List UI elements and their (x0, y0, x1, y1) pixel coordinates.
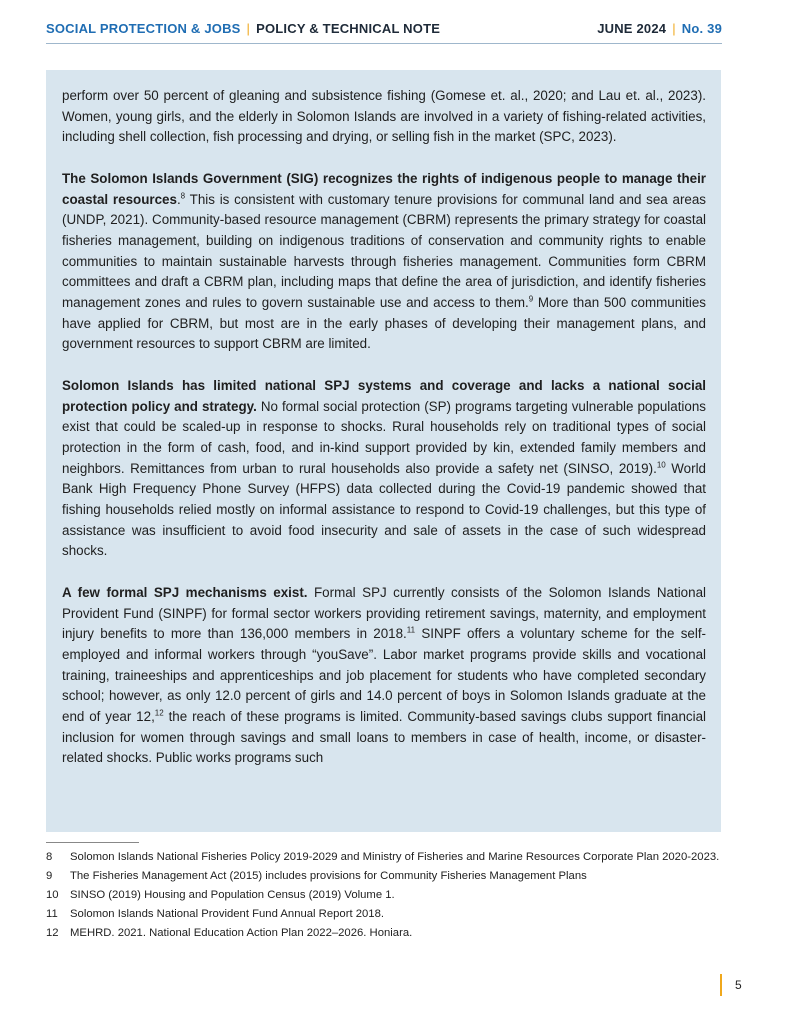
footnote-number: 12 (46, 927, 59, 939)
footnote-number: 8 (46, 851, 53, 863)
paragraph-2 (62, 169, 706, 355)
paragraph-3-lead: Solomon Islands has limited national SPJ systems and coverage and lacks a national social protection policy and strategy. (62, 377, 706, 414)
footnote-number: 9 (46, 870, 53, 882)
footnote-ref-9[interactable]: 9 (528, 294, 534, 304)
footnote-ref-12[interactable]: 12 (154, 708, 164, 718)
footnote-number: 10 (46, 889, 59, 901)
footnote-item (46, 907, 722, 922)
footnote-item (46, 850, 722, 865)
header-left (46, 21, 440, 36)
page-header (46, 21, 722, 44)
footnote-text: SINSO (2019) Housing and Population Census (2019) Volume 1. (70, 889, 395, 901)
footnote-item (46, 888, 722, 903)
paragraph-4-text-3: the reach of these programs is limited. Community-based savings clubs support financial inclusion for women through savings and small loans to members in case of health, income, or disaster-related shocks. Public works programs such (62, 709, 706, 766)
paragraph-4-text: Formal SPJ currently consists of the Solomon Islands National Provident Fund (SINPF) for formal sector workers providing retirement savings, maternity, and employment injury benefits to more than 136,000 members in 2018. (62, 584, 706, 642)
footnote-divider (46, 842, 139, 843)
paragraph-2-text-3: More than 500 communities have applied for CBRM, but most are in the early phases of developing their management plans, and government resources to support CBRM are limited. (62, 295, 706, 352)
page-number: 5 (720, 974, 742, 996)
footnote-number: 11 (46, 908, 58, 920)
header-right (597, 21, 722, 36)
paragraph-3-text-2: World Bank High Frequency Phone Survey (HFPS) data collected during the Covid-19 pandemic showed that fishing households relied mostly on informal assistance to respond to Covid-19 challenges, but this type of assistance was insufficient to avoid food insecurity and sale of assets in the case of such widespread shocks. (62, 460, 707, 559)
body-text (62, 86, 706, 790)
header-date: JUNE 2024 (597, 21, 667, 36)
paragraph-4 (62, 583, 706, 769)
paragraph-2-lead: The Solomon Islands Government (SIG) recognizes the rights of indigenous people to manage their coastal resources (62, 170, 706, 207)
header-separator: | (246, 21, 251, 36)
paragraph-1-text: perform over 50 percent of gleaning and subsistence fishing (Gomese et. al., 2020; and Lau et. al., 2023). Women, young girls, and the elderly in Solomon Islands are involved in a variety of fishing-related activities, including shell collection, fish processing and drying, or selling fish in the market (SPC, 2023). (62, 88, 706, 145)
paragraph-3 (62, 376, 706, 562)
header-doc-type: POLICY & TECHNICAL NOTE (256, 21, 441, 36)
footnote-text: The Fisheries Management Act (2015) includes provisions for Community Fisheries Management Plans (70, 870, 587, 882)
footnote-text: Solomon Islands National Provident Fund Annual Report 2018. (70, 908, 385, 920)
footnote-ref-10[interactable]: 10 (656, 460, 666, 470)
footnote-ref-11[interactable]: 11 (406, 625, 416, 635)
paragraph-4-text-2: SINPF offers a voluntary scheme for the self-employed and informal workers through “youSave”. Labor market programs provide skills and vocational training, traineeships and apprenticeships and job placement for students who have completed secondary school; however, as only 12.0 percent of girls and 14.0 percent of boys in Solomon Islands graduate at the end of year 12, (62, 626, 707, 725)
header-number: No. 39 (681, 21, 722, 36)
paragraph-2-text: . (176, 191, 181, 207)
footnotes (46, 850, 722, 945)
header-series: SOCIAL PROTECTION & JOBS (46, 21, 241, 36)
footnote-text: Solomon Islands National Fisheries Policy 2019-2029 and Ministry of Fisheries and Marine Resources Corporate Plan 2020-2023. (70, 851, 720, 863)
header-separator-2: | (672, 21, 676, 36)
footnote-text: MEHRD. 2021. National Education Action Plan 2022–2026. Honiara. (70, 927, 413, 939)
footnote-item (46, 869, 722, 884)
paragraph-2-text-2: This is consistent with customary tenure provisions for communal land and sea areas (UNDP, 2021). Community-based resource management (CBRM) represents the primary strategy for coastal fisheries management, building on indigenous traditions of conservation and community rights to enable communities to maintain sustainable harvests through fisheries management. Communities form CBRM committees and draft a CBRM plan, including maps that define the area of jurisdiction, and identify fisheries management zones and rules to govern sustainable use and access to them. (62, 191, 706, 311)
paragraph-1 (62, 86, 706, 148)
footnote-ref-8[interactable]: 8 (180, 191, 186, 201)
paragraph-4-lead: A few formal SPJ mechanisms exist. (62, 584, 308, 600)
paragraph-3-text: No formal social protection (SP) programs targeting vulnerable populations exist that could be scaled-up in response to shocks. Rural households rely on traditional types of social protection in the form of cash, food, and in-kind support provided by kin, extended family members and neighbors. Remittances from urban to rural households also provide a safety net (SINSO, 2019). (62, 398, 706, 476)
footnote-item (46, 926, 722, 941)
